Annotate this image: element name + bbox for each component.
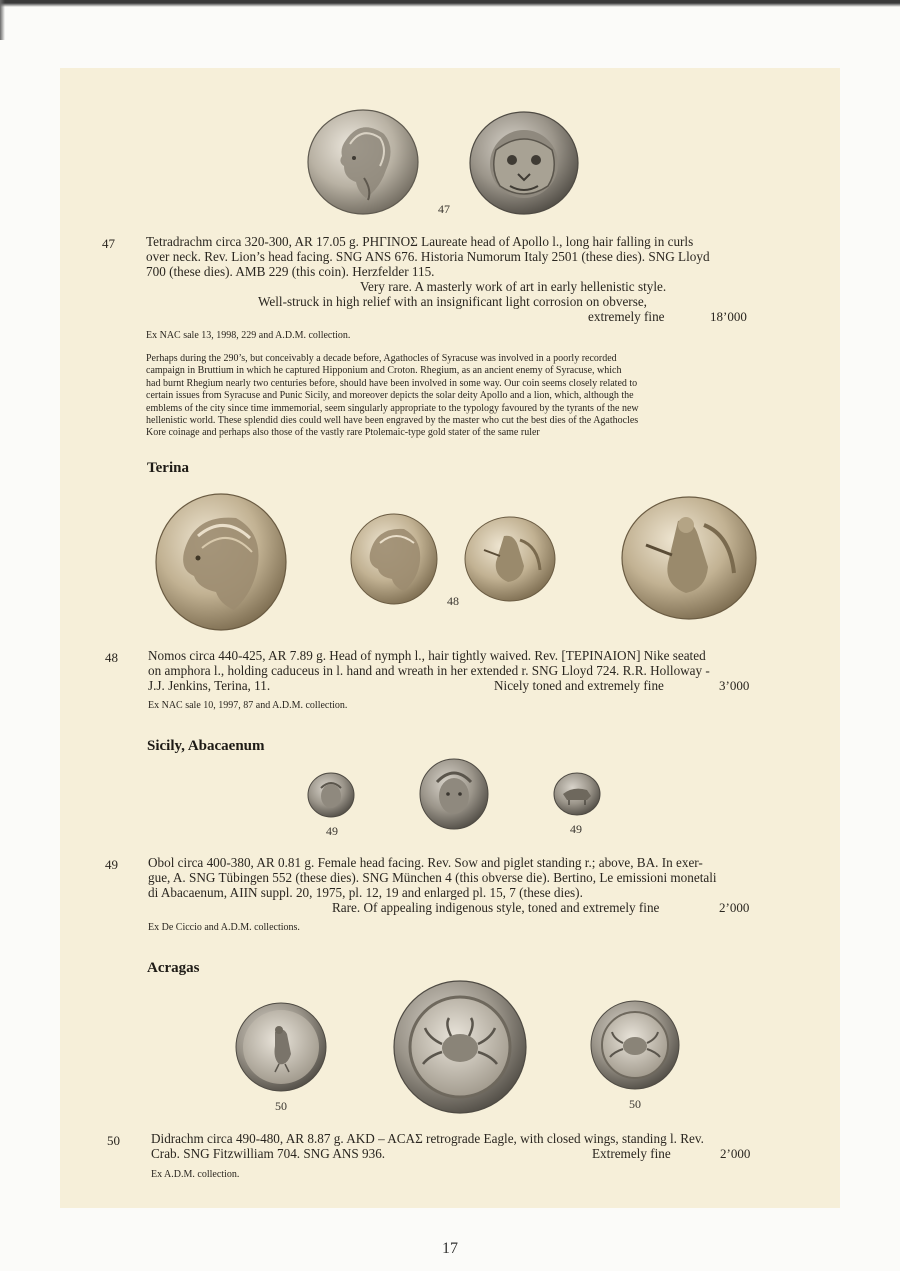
lot-47-desc-line: Tetradrachm circa 320-300, AR 17.05 g. ΡΗΓΙΝΟΣ Laureate head of Apollo l., long hair falling in curls — [146, 234, 694, 249]
lot-49-provenance: Ex De Ciccio and A.D.M. collections. — [148, 922, 300, 933]
commentary-line: campaign in Bruttium in which he captured Hipponium and Croton. Rhegium, as an ancient enemy of Syracuse, which — [146, 365, 622, 377]
commentary-line: certain issues from Syracuse and Punic Sicily, and moreover depicts the solar deity Apollo and a lion, which, although the — [146, 390, 634, 402]
lot-50-grade: Extremely fine — [592, 1146, 671, 1161]
lot-47-grade-line: Well-struck in high relief with an insignificant light corrosion on obverse, — [258, 294, 647, 309]
lot-47-desc-line: over neck. Rev. Lion’s head facing. SNG ANS 676. Historia Numorum Italy 2501 (these dies). SNG Lloyd — [146, 249, 710, 264]
lot-49-price: 2’000 — [719, 900, 750, 915]
lot-47-reverse-coin-image — [468, 110, 580, 216]
commentary-line: Perhaps during the 290’s, but conceivably a decade before, Agathocles of Syracuse was involved in a poorly recorded — [146, 353, 617, 364]
lot-50-reverse-coin-image — [590, 1000, 680, 1090]
lot-47-number: 47 — [102, 236, 115, 251]
lot-49-photo-number-right: 49 — [570, 822, 582, 836]
lot-48-obverse-coin-image — [350, 513, 438, 605]
lot-49-desc-line: gue, A. SNG Tübingen 552 (these dies). SNG München 4 (this obverse die). Bertino, Le emissioni monetali — [148, 870, 717, 885]
lot-49-grade: Rare. Of appealing indigenous style, toned and extremely fine — [332, 900, 660, 915]
lot-48-reverse-coin-image — [464, 516, 556, 602]
lot-47-grade-line: Very rare. A masterly work of art in early hellenistic style. — [360, 279, 667, 294]
lot-48-number: 48 — [105, 650, 118, 665]
lot-48-reverse-enlarged-coin-image — [620, 495, 758, 621]
lot-47-desc-line: 700 (these dies). AMB 229 (this coin). Herzfelder 115. — [146, 264, 435, 279]
lot-50-photo-number-left: 50 — [275, 1099, 287, 1113]
page-top-edge — [0, 0, 900, 7]
commentary-line: hellenistic world. These splendid dies could well have been engraved by the master who cut the best dies of the Agathocles — [146, 415, 639, 426]
lot-47-photo-number: 47 — [438, 202, 450, 216]
lot-48-grade: Nicely toned and extremely fine — [494, 678, 664, 693]
lot-49-obverse-enlarged-coin-image — [419, 758, 489, 830]
lot-47-grade-line: extremely fine — [588, 309, 665, 324]
lot-48-desc-line: on amphora l., holding caduceus in l. hand and wreath in her extended r. SNG Lloyd 724. R.R. Holloway - — [148, 663, 710, 678]
lot-49-desc-line: di Abacaenum, AIIN suppl. 20, 1975, pl. 12, 19 and enlarged pl. 15, 7 (these dies). — [148, 885, 583, 900]
lot-49-obverse-coin-image — [307, 772, 355, 818]
lot-48-provenance: Ex NAC sale 10, 1997, 87 and A.D.M. collection. — [148, 700, 348, 711]
lot-47-provenance: Ex NAC sale 13, 1998, 229 and A.D.M. collection. — [146, 330, 351, 341]
section-heading-abacaenum: Sicily, Abacaenum — [147, 738, 265, 754]
lot-50-desc-line: Didrachm circa 490-480, AR 8.87 g. AKD – ACAΣ retrograde Eagle, with closed wings, standing l. Rev. — [151, 1131, 704, 1146]
lot-48-obverse-enlarged-coin-image — [154, 492, 288, 632]
lot-49-reverse-coin-image — [553, 772, 601, 816]
page-left-edge — [0, 0, 5, 40]
lot-50-desc-line: Crab. SNG Fitzwilliam 704. SNG ANS 936. — [151, 1146, 386, 1161]
commentary-line: had burnt Rhegium nearly two centuries before, should have been involved in some way. Our coin seems closely related to — [146, 377, 638, 389]
lot-50-reverse-enlarged-coin-image — [393, 980, 527, 1114]
lot-49-photo-number-left: 49 — [326, 824, 338, 838]
commentary-line: emblems of the city since time immemorial, seem singularly appropriate to the typology favoured by the tyrants of the new — [146, 402, 639, 414]
page-number: 17 — [442, 1240, 458, 1257]
lot-50-number: 50 — [107, 1133, 120, 1148]
lot-49-desc-line: Obol circa 400-380, AR 0.81 g. Female head facing. Rev. Sow and piglet standing r.; above, BA. In exer- — [148, 855, 703, 870]
lot-48-desc-line: Nomos circa 440-425, AR 7.89 g. Head of nymph l., hair tightly waived. Rev. [ΤΕΡΙΝΑΙΟΝ] Nike seated — [148, 648, 706, 663]
lot-50-photo-number-right: 50 — [629, 1097, 641, 1111]
lot-49-number: 49 — [105, 857, 118, 872]
lot-50-price: 2’000 — [720, 1146, 751, 1161]
lot-47-price: 18’000 — [710, 309, 747, 324]
lot-48-price: 3’000 — [719, 678, 750, 693]
section-heading-acragas: Acragas — [147, 960, 200, 976]
lot-50-obverse-coin-image — [235, 1002, 327, 1092]
commentary-line: Kore coinage and perhaps also those of the vastly rare Ptolemaic-type gold stater of the same ruler — [146, 427, 540, 439]
lot-47-obverse-coin-image — [306, 108, 420, 216]
lot-50-provenance: Ex A.D.M. collection. — [151, 1169, 240, 1180]
section-heading-terina: Terina — [147, 460, 189, 476]
lot-48-desc-line: J.J. Jenkins, Terina, 11. — [148, 678, 271, 693]
lot-48-photo-number: 48 — [447, 594, 459, 608]
